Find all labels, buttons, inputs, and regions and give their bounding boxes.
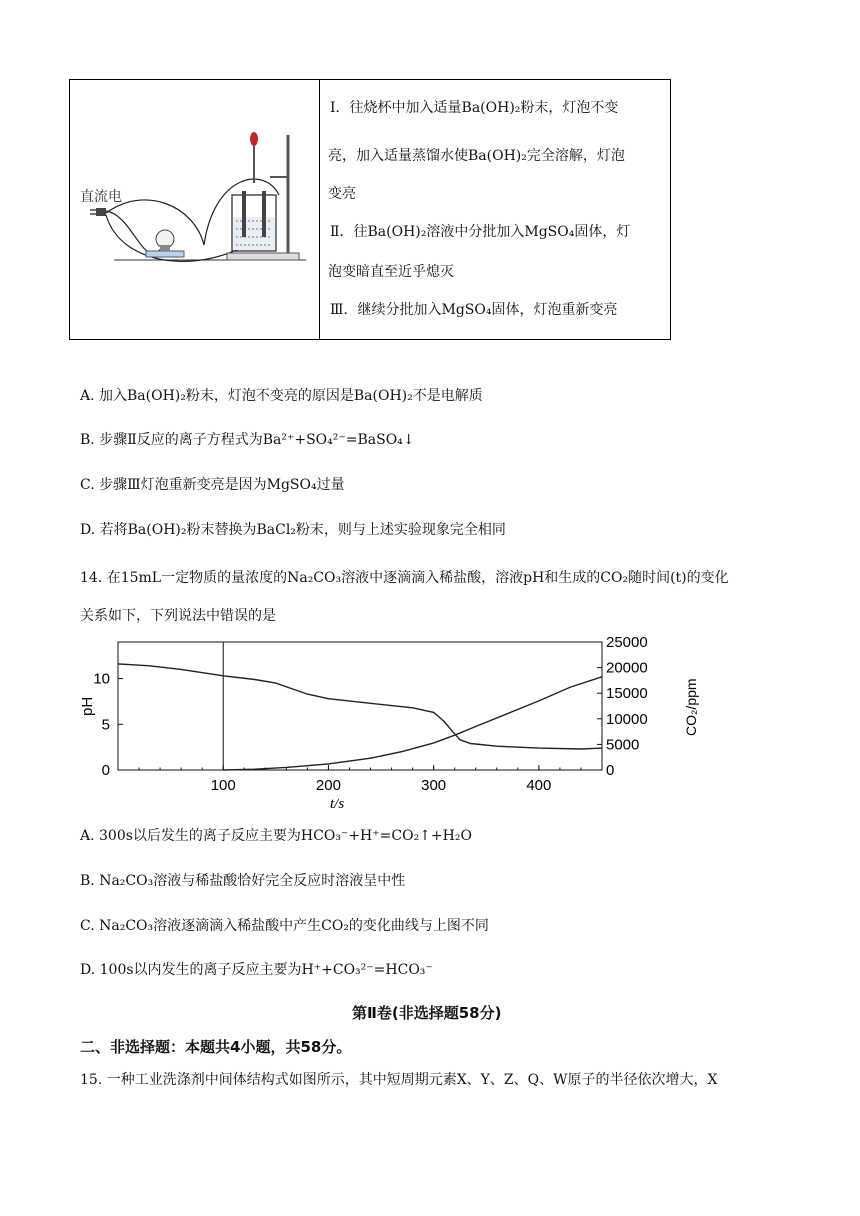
section-title: 第Ⅱ卷(非选择题58分) xyxy=(352,1004,502,1022)
q13-option-b: B. 步骤Ⅱ反应的离子方程式为Ba²⁺+SO₄²⁻=BaSO₄↓ xyxy=(80,432,415,448)
x-tick-label: 200 xyxy=(315,777,341,794)
step-3-line-1: Ⅲ．继续分批加入MgSO₄固体，灯泡重新变亮 xyxy=(330,302,618,318)
step-1-line-2: 亮，加入适量蒸馏水使Ba(OH)₂完全溶解，灯泡 xyxy=(328,148,625,164)
apparatus-label: 直流电 xyxy=(80,189,122,205)
y-right-tick-label: 0 xyxy=(606,762,615,779)
y-left-axis-label: pH xyxy=(79,696,96,716)
step-2-line-1: Ⅱ．往Ba(OH)₂溶液中分批加入MgSO₄固体，灯 xyxy=(330,224,631,240)
x-tick-label: 400 xyxy=(526,777,552,794)
q15-stem: 15. 一种工业洗涤剂中间体结构式如图所示，其中短周期元素X、Y、Z、Q、W原子的半径依次增大，X xyxy=(80,1072,718,1088)
step-2-line-2: 泡变暗直至近乎熄灭 xyxy=(328,264,454,280)
q13-option-c: C. 步骤Ⅲ灯泡重新变亮是因为MgSO₄过量 xyxy=(80,477,345,493)
q14-option-d: D. 100s以内发生的离子反应主要为H⁺+CO₃²⁻=HCO₃⁻ xyxy=(80,962,433,978)
y-right-tick-label: 20000 xyxy=(606,659,648,677)
y-left-tick-label: 10 xyxy=(93,670,110,688)
y-left-tick-label: 5 xyxy=(101,716,110,734)
q13-option-a: A. 加入Ba(OH)₂粉末，灯泡不变亮的原因是Ba(OH)₂不是电解质 xyxy=(80,388,483,404)
ph-curve xyxy=(118,664,602,749)
q14-option-c: C. Na₂CO₃溶液逐滴滴入稀盐酸中产生CO₂的变化曲线与上图不同 xyxy=(80,918,489,934)
table-divider xyxy=(319,80,320,339)
y-right-tick-label: 15000 xyxy=(606,685,648,703)
y-right-axis-label: CO₂/ppm xyxy=(683,678,699,736)
q14-option-a: A. 300s以后发生的离子反应主要为HCO₃⁻+H⁺=CO₂↑+H₂O xyxy=(80,828,472,844)
y-right-tick-label: 25000 xyxy=(606,634,648,651)
x-axis-label: t/s xyxy=(330,796,345,812)
step-1-line-3: 变亮 xyxy=(328,186,356,202)
q13-option-d: D. 若将Ba(OH)₂粉末替换为BaCl₂粉末，则与上述实验现象完全相同 xyxy=(80,522,506,538)
experiment-table xyxy=(69,79,671,340)
y-left-tick-label: 0 xyxy=(101,762,110,779)
x-tick-label: 300 xyxy=(421,777,447,794)
y-right-tick-label: 5000 xyxy=(606,736,640,754)
co2-curve xyxy=(223,677,602,770)
step-1-line-1: Ⅰ．往烧杯中加入适量Ba(OH)₂粉末，灯泡不变 xyxy=(330,100,619,116)
x-tick-label: 100 xyxy=(210,777,236,794)
ph-co2-chart xyxy=(70,632,710,812)
q14-option-b: B. Na₂CO₃溶液与稀盐酸恰好完全反应时溶液呈中性 xyxy=(80,873,406,889)
section-subtitle: 二、非选择题：本题共4小题，共58分。 xyxy=(80,1038,352,1056)
q14-stem-line-1: 14. 在15mL一定物质的量浓度的Na₂CO₃溶液中逐滴滴入稀盐酸，溶液pH和生成的CO₂随时间(t)的变化 xyxy=(80,570,729,586)
q14-stem-line-2: 关系如下，下列说法中错误的是 xyxy=(80,608,276,624)
plot-frame xyxy=(118,642,602,770)
apparatus-diagram xyxy=(74,125,314,275)
y-right-tick-label: 10000 xyxy=(606,710,648,728)
